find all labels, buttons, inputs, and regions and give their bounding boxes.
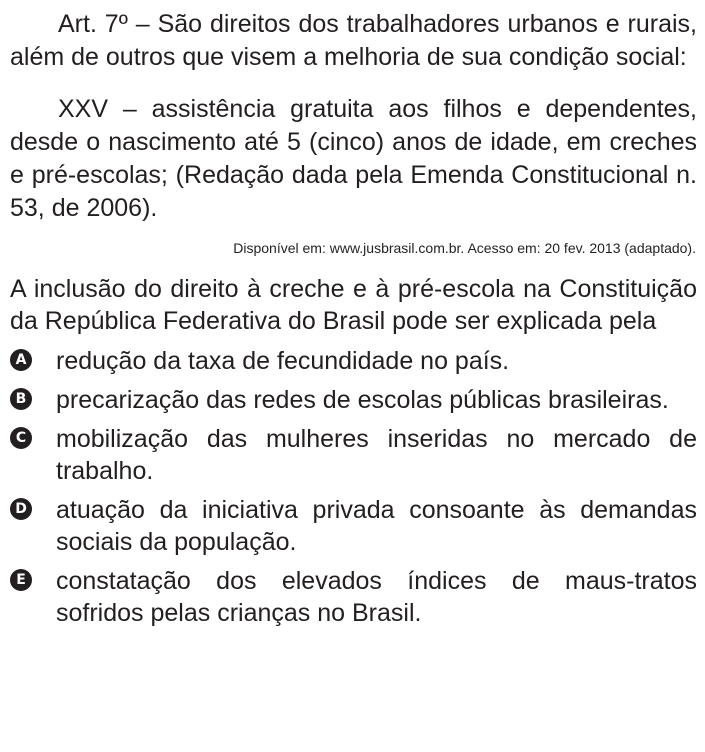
option-b-text: precarização das redes de escolas públicas brasileiras.	[56, 386, 669, 414]
question-stem: A inclusão do direito à creche e à pré-escola na Constituição da República Federativa do Brasil pode ser explicada pela	[10, 275, 697, 335]
option-letter-c-badge: C	[10, 427, 32, 449]
option-e-text: constatação dos elevados índices de maus-tratos sofridos pelas crianças no Brasil.	[56, 567, 697, 627]
option-e[interactable]	[10, 565, 697, 629]
source-citation: Disponível em: www.jusbrasil.com.br. Acesso em: 20 fev. 2013 (adaptado).	[233, 240, 696, 256]
option-a[interactable]	[10, 345, 697, 377]
option-d[interactable]	[10, 494, 697, 558]
passage-item: XXV – assistência gratuita aos filhos e dependentes, desde o nascimento até 5 (cinco) anos de idade, em creches e pré-escolas; (Redação dada pela Emenda Constitucional n. 53, de 2006).	[10, 95, 697, 222]
option-letter-e-badge: E	[10, 569, 32, 591]
option-c-text: mobilização das mulheres inseridas no mercado de trabalho.	[56, 425, 697, 485]
option-letter-d-badge: D	[10, 498, 32, 520]
option-b[interactable]	[10, 384, 697, 416]
option-letter-b-badge: B	[10, 388, 32, 410]
option-d-text: atuação da iniciativa privada consoante às demandas sociais da população.	[56, 496, 697, 556]
option-c[interactable]	[10, 423, 697, 487]
passage-article: Art. 7º – São direitos dos trabalhadores urbanos e rurais, além de outros que visem a melhoria de sua condição social:	[10, 10, 697, 71]
option-letter-a-badge: A	[10, 349, 32, 371]
answer-options	[10, 345, 697, 629]
option-a-text: redução da taxa de fecundidade no país.	[56, 347, 510, 375]
